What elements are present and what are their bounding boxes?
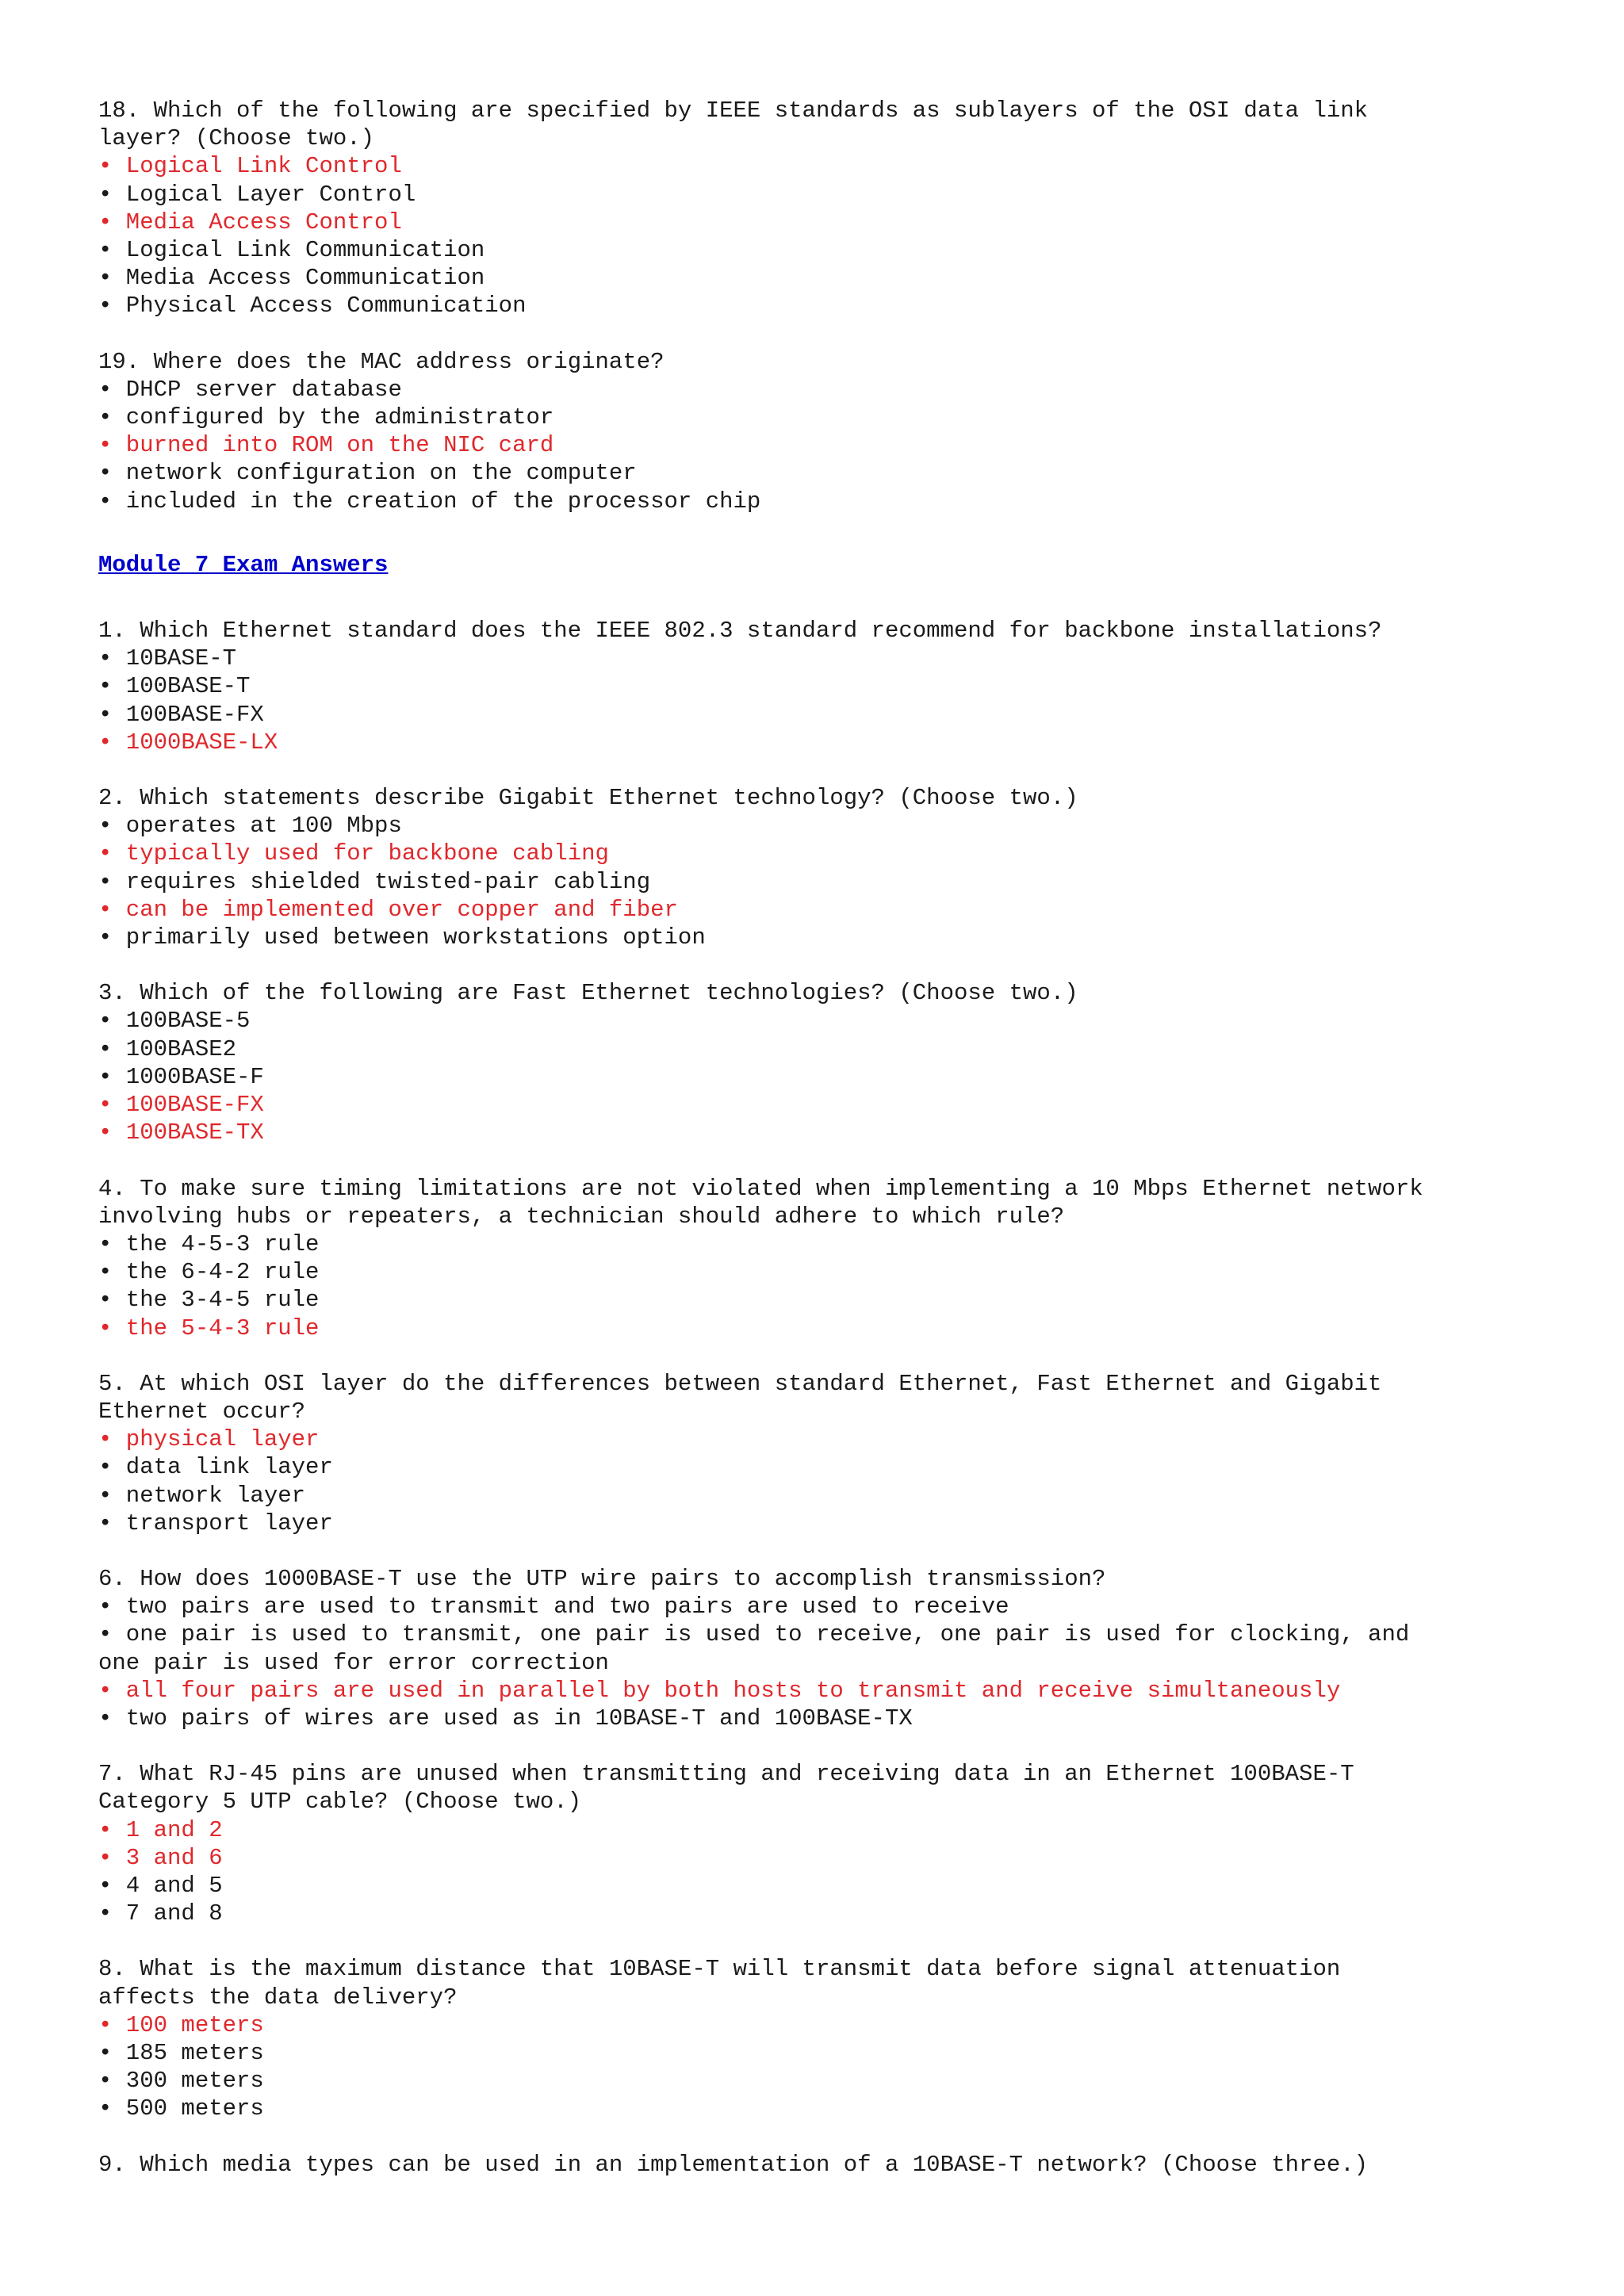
answer-option: • 100BASE-FX bbox=[98, 701, 264, 728]
question-text: affects the data delivery? bbox=[98, 1984, 458, 2011]
question-block bbox=[98, 784, 1557, 951]
question-text: 4. To make sure timing limitations are not violated when implementing a 10 Mbps Ethernet network bbox=[98, 1175, 1423, 1202]
question-text: 6. How does 1000BASE-T use the UTP wire pairs to accomplish transmission? bbox=[98, 1565, 1106, 1592]
answer-option: • 4 and 5 bbox=[98, 1872, 223, 1899]
question-block bbox=[98, 1175, 1557, 1342]
answer-option: • data link layer bbox=[98, 1454, 333, 1481]
answer-option: • Media Access Communication bbox=[98, 265, 485, 292]
answer-option: • 500 meters bbox=[98, 2095, 264, 2122]
answer-option: • 100BASE2 bbox=[98, 1035, 237, 1062]
question-block bbox=[98, 348, 1557, 515]
answer-option-correct: • 100BASE-TX bbox=[98, 1119, 264, 1146]
answer-option: • requires shielded twisted-pair cabling bbox=[98, 868, 651, 895]
question-block bbox=[98, 97, 1557, 320]
answer-option-correct: • Media Access Control bbox=[98, 209, 402, 235]
answer-option: • the 4-5-3 rule bbox=[98, 1230, 320, 1257]
answer-option: • 7 and 8 bbox=[98, 1900, 223, 1927]
answer-option: • 185 meters bbox=[98, 2039, 264, 2066]
question-block bbox=[98, 1370, 1557, 1537]
question-block bbox=[98, 1760, 1557, 1927]
question-text: 1. Which Ethernet standard does the IEEE 802.3 standard recommend for backbone installations? bbox=[98, 618, 1382, 645]
answer-option: • network configuration on the computer bbox=[98, 460, 637, 487]
question-text: Ethernet occur? bbox=[98, 1398, 306, 1425]
answer-option: • 1000BASE-F bbox=[98, 1063, 264, 1090]
answer-option-correct: • typically used for backbone cabling bbox=[98, 840, 609, 867]
question-block bbox=[98, 979, 1557, 1146]
answer-option: • two pairs of wires are used as in 10BASE-T and 100BASE-TX bbox=[98, 1705, 913, 1732]
answer-option: • 100BASE-T bbox=[98, 673, 251, 700]
answer-option: • operates at 100 Mbps bbox=[98, 813, 402, 840]
questions-section-module-7 bbox=[98, 617, 1557, 2179]
question-text: layer? (Choose two.) bbox=[98, 125, 375, 152]
answer-option-correct: • all four pairs are used in parallel by both hosts to transmit and receive simultaneously bbox=[98, 1677, 1341, 1704]
answer-option: • configured by the administrator bbox=[98, 404, 554, 431]
answer-option-correct: • burned into ROM on the NIC card bbox=[98, 432, 554, 459]
answer-option: • the 3-4-5 rule bbox=[98, 1287, 320, 1314]
question-block bbox=[98, 2151, 1557, 2179]
question-block bbox=[98, 1955, 1557, 2122]
question-block bbox=[98, 1565, 1557, 1732]
answer-option: • one pair is used to transmit, one pair is used to receive, one pair is used for clocking, and one pair is used for error correction bbox=[98, 1621, 1410, 1676]
answer-option: • Physical Access Communication bbox=[98, 293, 527, 320]
answer-option-correct: • can be implemented over copper and fiber bbox=[98, 896, 678, 923]
answer-option: • 100BASE-5 bbox=[98, 1008, 251, 1035]
answer-option-correct: • the 5-4-3 rule bbox=[98, 1314, 320, 1341]
document-page bbox=[98, 97, 1557, 2206]
answer-option: • DHCP server database bbox=[98, 376, 402, 403]
answer-option: • two pairs are used to transmit and two pairs are used to receive bbox=[98, 1594, 1009, 1621]
answer-option-correct: • 3 and 6 bbox=[98, 1844, 223, 1871]
question-text: 18. Which of the following are specified by IEEE standards as sublayers of the OSI data link bbox=[98, 98, 1369, 124]
answer-option: • 300 meters bbox=[98, 2068, 264, 2095]
questions-section-module-6 bbox=[98, 97, 1557, 515]
answer-option: • network layer bbox=[98, 1482, 306, 1509]
question-text: 2. Which statements describe Gigabit Ethernet technology? (Choose two.) bbox=[98, 785, 1078, 812]
answer-option: • transport layer bbox=[98, 1510, 333, 1536]
answer-option-correct: • physical layer bbox=[98, 1426, 320, 1453]
question-text: Category 5 UTP cable? (Choose two.) bbox=[98, 1789, 582, 1816]
answer-option-correct: • Logical Link Control bbox=[98, 153, 402, 180]
answer-option-correct: • 100 meters bbox=[98, 2011, 264, 2038]
answer-option-correct: • 1000BASE-LX bbox=[98, 729, 278, 756]
question-text: 8. What is the maximum distance that 10BASE-T will transmit data before signal attenuation bbox=[98, 1956, 1341, 1983]
question-text: 9. Which media types can be used in an implementation of a 10BASE-T network? (Choose three.) bbox=[98, 2151, 1369, 2178]
answer-option: • included in the creation of the processor chip bbox=[98, 488, 761, 515]
answer-option-correct: • 100BASE-FX bbox=[98, 1092, 264, 1119]
answer-option: • primarily used between workstations option bbox=[98, 924, 706, 951]
question-text: 7. What RJ-45 pins are unused when transmitting and receiving data in an Ethernet 100BASE-T bbox=[98, 1761, 1354, 1788]
question-text: 3. Which of the following are Fast Ethernet technologies? (Choose two.) bbox=[98, 980, 1078, 1007]
answer-option-correct: • 1 and 2 bbox=[98, 1816, 223, 1843]
question-block bbox=[98, 617, 1557, 756]
question-text: 19. Where does the MAC address originate? bbox=[98, 348, 665, 375]
module-7-heading-link[interactable]: Module 7 Exam Answers bbox=[98, 551, 389, 578]
answer-option: • Logical Link Communication bbox=[98, 237, 485, 264]
answer-option: • Logical Layer Control bbox=[98, 181, 416, 208]
answer-option: • 10BASE-T bbox=[98, 645, 237, 672]
answer-option: • the 6-4-2 rule bbox=[98, 1259, 320, 1286]
question-text: involving hubs or repeaters, a technician should adhere to which rule? bbox=[98, 1203, 1065, 1230]
question-text: 5. At which OSI layer do the differences between standard Ethernet, Fast Ethernet and Gigabit bbox=[98, 1370, 1382, 1397]
